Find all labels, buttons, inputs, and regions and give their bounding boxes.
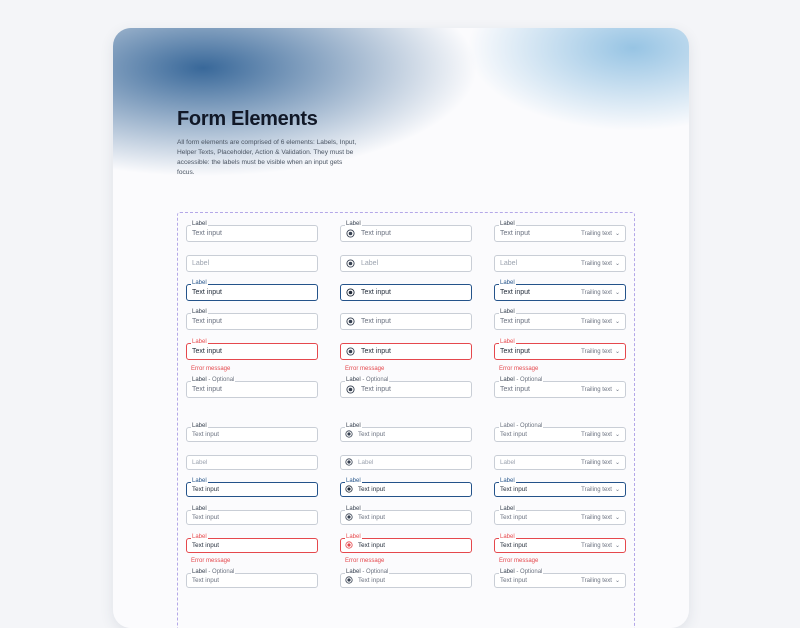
trailing-text: Trailing text ⌄ [581, 487, 620, 493]
radio-icon [345, 430, 353, 438]
select-field-filled[interactable] [494, 309, 626, 330]
field-placeholder: Label [192, 260, 210, 267]
field-label: Label [500, 309, 515, 315]
field-label: Label [192, 478, 207, 484]
field-label: Label [192, 339, 207, 345]
radio-icon [345, 458, 353, 466]
select-field-placeholder[interactable] [494, 255, 626, 272]
error-message: Error message [345, 366, 385, 372]
small-icon-field-filled[interactable] [340, 506, 472, 525]
field-value: Text input [500, 577, 527, 584]
field-placeholder: Label [358, 459, 374, 466]
icon-field-placeholder[interactable] [340, 255, 472, 272]
small-text-field-filled[interactable] [186, 506, 318, 525]
radio-icon [346, 317, 355, 326]
field-label: Label [500, 280, 515, 286]
small-text-field-focus[interactable] [186, 478, 318, 497]
chevron-down-icon[interactable]: ⌄ [614, 349, 620, 355]
icon-field-optional[interactable] [340, 377, 472, 398]
error-message: Error message [499, 558, 539, 564]
small-select-field-placeholder[interactable] [494, 455, 626, 470]
field-value: Text input [500, 386, 530, 393]
small-text-field-error[interactable] [186, 534, 318, 553]
field-placeholder: Label [500, 459, 516, 466]
select-field-error[interactable] [494, 339, 626, 360]
field-label: Label [346, 478, 361, 484]
field-value: Text input [500, 514, 527, 521]
field-label: Label [346, 423, 361, 429]
field-label: Label - Optional [346, 569, 389, 575]
field-value: Text input [192, 318, 222, 325]
text-field-filled[interactable] [186, 309, 318, 330]
field-value: Text input [192, 386, 222, 393]
field-value: Text input [192, 230, 222, 237]
field-value: Text input [500, 289, 530, 296]
radio-icon [345, 576, 353, 584]
small-text-field-placeholder[interactable] [186, 455, 318, 470]
field-value: Text input [361, 289, 391, 296]
field-placeholder: Label [361, 260, 379, 267]
chevron-down-icon[interactable]: ⌄ [614, 290, 620, 296]
small-icon-field-default[interactable] [340, 423, 472, 442]
field-label: Label [500, 506, 515, 512]
small-select-field-error[interactable] [494, 534, 626, 553]
field-label: Label - Optional [192, 569, 235, 575]
small-text-field-default[interactable] [186, 423, 318, 442]
field-value: Text input [500, 348, 530, 355]
chevron-down-icon[interactable]: ⌄ [614, 387, 620, 393]
field-label: Label [346, 506, 361, 512]
chevron-down-icon[interactable]: ⌄ [614, 432, 620, 438]
small-text-field-optional[interactable] [186, 569, 318, 588]
field-value: Text input [192, 431, 219, 438]
small-icon-field-optional[interactable] [340, 569, 472, 588]
chevron-down-icon[interactable]: ⌄ [614, 261, 620, 267]
field-value: Text input [358, 431, 385, 438]
field-value: Text input [361, 386, 391, 393]
field-value: Text input [500, 318, 530, 325]
field-value: Text input [192, 486, 219, 493]
field-value: Text input [358, 542, 385, 549]
radio-icon [345, 541, 353, 549]
select-field-focus[interactable] [494, 280, 626, 301]
field-value: Text input [361, 230, 391, 237]
field-value: Text input [500, 230, 530, 237]
icon-field-default[interactable] [340, 221, 472, 242]
trailing-text: Trailing text ⌄ [581, 261, 620, 267]
small-icon-field-error[interactable] [340, 534, 472, 553]
error-message: Error message [191, 366, 231, 372]
trailing-text: Trailing text ⌄ [581, 319, 620, 325]
field-value: Text input [192, 514, 219, 521]
text-field-default[interactable] [186, 221, 318, 242]
field-value: Text input [358, 514, 385, 521]
radio-icon [346, 347, 355, 356]
trailing-text: Trailing text ⌄ [581, 290, 620, 296]
text-field-focus[interactable] [186, 280, 318, 301]
trailing-text: Trailing text ⌄ [581, 515, 620, 521]
radio-icon [346, 385, 355, 394]
field-value: Text input [361, 348, 391, 355]
field-label: Label [192, 534, 207, 540]
chevron-down-icon[interactable]: ⌄ [614, 543, 620, 549]
field-label: Label [500, 221, 515, 227]
small-icon-field-placeholder[interactable] [340, 455, 472, 470]
field-label: Label - Optional [500, 377, 543, 383]
field-value: Text input [500, 486, 527, 493]
small-select-field-filled[interactable] [494, 506, 626, 525]
trailing-text: Trailing text ⌄ [581, 349, 620, 355]
field-label: Label - Optional [500, 423, 543, 429]
field-label: Label [192, 280, 207, 286]
field-label: Label - Optional [346, 377, 389, 383]
select-field-optional[interactable] [494, 377, 626, 398]
field-label: Label [192, 309, 207, 315]
field-label: Label [192, 423, 207, 429]
trailing-text: Trailing text ⌄ [581, 578, 620, 584]
chevron-down-icon[interactable]: ⌄ [614, 515, 620, 521]
text-field-optional[interactable] [186, 377, 318, 398]
field-value: Text input [358, 486, 385, 493]
select-field-default[interactable] [494, 221, 626, 242]
field-label: Label [192, 506, 207, 512]
page-description: All form elements are comprised of 6 elements: Labels, Input, Helper Texts, Placeholder, Action & Validation. They must be accessible: the labels must be visible when an input gets focus. [177, 139, 357, 176]
icon-field-focus[interactable] [340, 284, 472, 301]
variants-guide-frame [177, 212, 635, 628]
chevron-down-icon[interactable]: ⌄ [614, 460, 620, 466]
field-value: Text input [361, 318, 391, 325]
error-message: Error message [191, 558, 231, 564]
field-placeholder: Label [192, 459, 208, 466]
field-value: Text input [192, 348, 222, 355]
field-label: Label [346, 221, 361, 227]
field-label: Label [500, 339, 515, 345]
trailing-text: Trailing text ⌄ [581, 460, 620, 466]
field-label: Label [192, 221, 207, 227]
error-message: Error message [345, 558, 385, 564]
icon-field-error[interactable] [340, 343, 472, 360]
radio-icon [345, 485, 353, 493]
radio-icon [346, 229, 355, 238]
field-label: Label [500, 478, 515, 484]
field-value: Text input [500, 431, 527, 438]
field-value: Text input [500, 542, 527, 549]
field-label: Label [500, 534, 515, 540]
field-value: Text input [192, 577, 219, 584]
field-value: Text input [192, 542, 219, 549]
trailing-text: Trailing text ⌄ [581, 231, 620, 237]
field-placeholder: Label [500, 260, 518, 267]
radio-icon [346, 259, 355, 268]
small-select-field-optional-top[interactable] [494, 423, 626, 442]
field-value: Text input [192, 289, 222, 296]
chevron-down-icon[interactable]: ⌄ [614, 319, 620, 325]
icon-field-filled[interactable] [340, 313, 472, 330]
error-message: Error message [499, 366, 539, 372]
radio-icon [346, 288, 355, 297]
trailing-text: Trailing text ⌄ [581, 387, 620, 393]
text-field-error[interactable] [186, 339, 318, 360]
small-select-field-optional[interactable] [494, 569, 626, 588]
field-label: Label - Optional [500, 569, 543, 575]
field-label: Label [346, 534, 361, 540]
radio-icon [345, 513, 353, 521]
field-label: Label - Optional [192, 377, 235, 383]
field-value: Text input [358, 577, 385, 584]
chevron-down-icon[interactable]: ⌄ [614, 487, 620, 493]
small-select-field-focus[interactable] [494, 478, 626, 497]
chevron-down-icon[interactable]: ⌄ [614, 231, 620, 237]
small-icon-field-focus[interactable] [340, 478, 472, 497]
trailing-text: Trailing text ⌄ [581, 543, 620, 549]
trailing-text: Trailing text ⌄ [581, 432, 620, 438]
page-title: Form Elements [177, 108, 318, 130]
form-elements-card [113, 28, 689, 628]
chevron-down-icon[interactable]: ⌄ [614, 578, 620, 584]
text-field-placeholder[interactable] [186, 255, 318, 272]
